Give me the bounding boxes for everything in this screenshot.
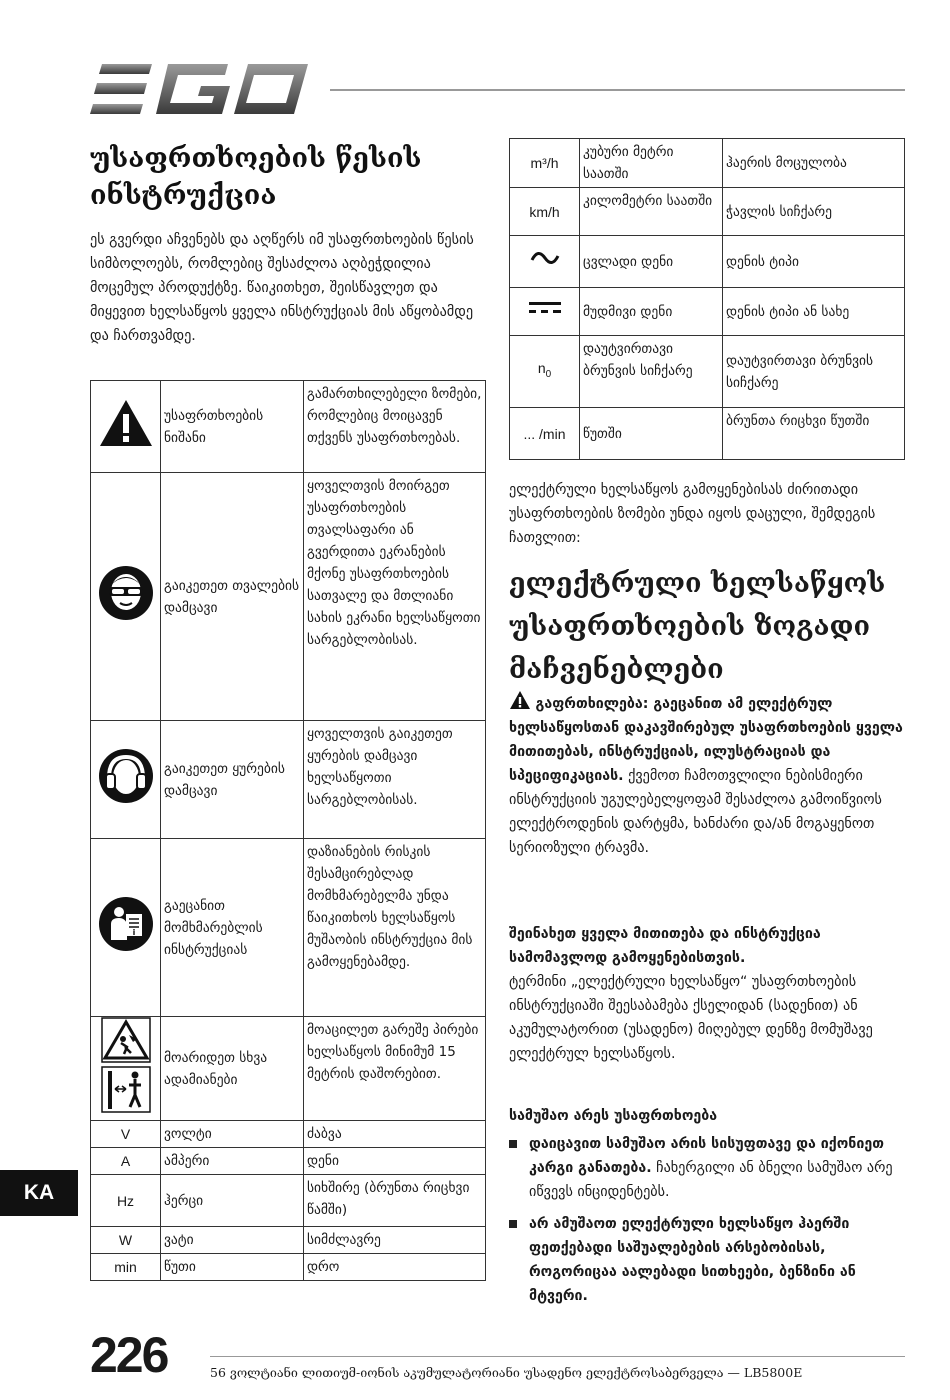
table-row xyxy=(510,188,905,236)
eye-protection-icon xyxy=(98,565,154,621)
table-cell: დაზიანების რისკის შესამცირებლად მომხმარებელმა უნდა წაიკითხოს ხელსაწყოს მუშაობის ინსტრუქცია მის გამოყენებამდე. xyxy=(304,839,486,1017)
table-cell xyxy=(91,381,161,473)
unit-symbol: A xyxy=(91,1148,161,1175)
table-cell: დენის ტიპი ან სახე xyxy=(723,288,905,336)
table-row xyxy=(91,1254,486,1281)
table-cell: ამპერი xyxy=(161,1148,304,1175)
table-cell: ვოლტი xyxy=(161,1121,304,1148)
table-cell: დაუტვირთავი ბრუნვის სიჩქარე xyxy=(723,336,905,408)
table-cell: გაიკეთეთ თვალების დამცავი xyxy=(161,473,304,721)
table-cell: კუბური მეტრი საათში xyxy=(580,139,723,188)
ego-logo xyxy=(90,62,310,116)
header-rule xyxy=(330,89,905,91)
unit-symbol-n: n xyxy=(537,360,546,377)
table-cell: ყოველთვის გაიკეთეთ ყურების დამცავი ხელსაწყოთი სარგებლობისას. xyxy=(304,721,486,839)
page-title: უსაფრთხოების წესის ინსტრუქცია xyxy=(90,143,422,211)
table-cell: გამართხილებელი ზომები, რომლებიც მოიცავენ თქვენს უსაფრთხოებას. xyxy=(304,381,486,473)
footer-rule xyxy=(210,1356,905,1357)
table-row xyxy=(510,236,905,288)
table-cell: ჭავლის სიჩქარე xyxy=(723,188,905,236)
table-row xyxy=(510,139,905,188)
language-tab: KA xyxy=(0,1170,78,1216)
table-cell: ძაბვა xyxy=(304,1121,486,1148)
warning-triangle-icon xyxy=(509,690,531,710)
unit-symbol: ... /min xyxy=(510,408,580,460)
intro-paragraph: ეს გვერდი აჩვენებს და აღწერს იმ უსაფრთხოების წესის სიმბოლოებს, რომლებიც შესაძლოა აღბეჭდილია მოცემულ პროდუქტზე. წაიკითხეთ, შეისწავლეთ და მიყევით ხელსაწყოს ყველა ინსტრუქციას მის აწყობამდე და ჩართვამდე. xyxy=(90,232,474,344)
keep-instructions-note: შეინახეთ ყველა მითითება და ინსტრუქცია სამომავლოდ გამოყენებისთვის. xyxy=(509,926,821,966)
table-cell: წუთში xyxy=(580,408,723,460)
term-definition-paragraph: ტერმინი „ელექტრული ხელსაწყო“ უსაფრთხოების ინსტრუქციაში შეესაბამება ქსელიდან (სადენით) ან აკუმულატორით (უსადენო) მიღებულ დენზე მომუშავე ელექტრულ ხელსაწყოს. xyxy=(509,974,873,1062)
bullet-marker xyxy=(509,1220,517,1228)
table-row xyxy=(91,1148,486,1175)
table-cell: ბრუნთა რიცხვი წუთში xyxy=(723,408,905,460)
bullet-bold-text: დაიცავით სამუშაო არის სისუფთავე და იქონიეთ კარგი განათება. xyxy=(529,1136,884,1176)
table-cell: დენის ტიპი xyxy=(723,236,905,288)
table-cell: კილომეტრი საათში xyxy=(580,188,723,236)
warning-triangle-icon xyxy=(98,398,154,448)
table-row xyxy=(510,408,905,460)
table-cell: ყოველთვის მოირგეთ უსაფრთხოების თვალსაფარი ან გვერდითა ეკრანების მქონე უსაფრთხოების სათვალე და მთლიანი სახის ეკრანი ხელსაწყოთი სარგებლობისას. xyxy=(304,473,486,721)
svg-text:i: i xyxy=(132,928,135,937)
table-cell xyxy=(91,721,161,839)
table-row xyxy=(510,336,905,408)
table-cell: მუდმივი დენი xyxy=(580,288,723,336)
table-row xyxy=(91,1121,486,1148)
table-cell xyxy=(510,236,580,288)
warning-bold-text: გაფრთხილება: გაეცანით ამ ელექტრულ ხელსაწყოსთან დაკავშირებულ უსაფრთხოების ყველა მითითებას, ინსტრუქციას, ილუსტრაციას და სპეციფიკაციას. xyxy=(509,696,903,784)
unit-symbol: Hz xyxy=(91,1175,161,1227)
table-row xyxy=(91,1227,486,1254)
table-cell: დენი xyxy=(304,1148,486,1175)
table-cell xyxy=(91,839,161,1017)
unit-symbol: V xyxy=(91,1121,161,1148)
table-row xyxy=(91,473,486,721)
bullet-marker xyxy=(509,1140,517,1148)
read-manual-icon xyxy=(98,896,154,952)
table-cell: გაეცანით მომხმარებლის ინსტრუქციას xyxy=(161,839,304,1017)
ear-protection-icon xyxy=(98,748,154,804)
unit-symbol: m³/h xyxy=(510,139,580,188)
work-area-heading: სამუშაო არეს უსაფრთხოება xyxy=(509,1108,718,1124)
table-cell: დრო xyxy=(304,1254,486,1281)
table-row xyxy=(91,721,486,839)
units-table xyxy=(509,138,905,460)
table-cell: ვატი xyxy=(161,1227,304,1254)
unit-symbol xyxy=(510,336,580,408)
table-cell: ცვლადი დენი xyxy=(580,236,723,288)
table-cell: ჰერცი xyxy=(161,1175,304,1227)
table-cell xyxy=(91,1017,161,1121)
bullet-text: ჩახერგილი ან ბნელი სამუშაო არე იწვევს ინციდენტებს. xyxy=(529,1160,893,1200)
table-cell: სიმძლავრე xyxy=(304,1227,486,1254)
alternating-current-icon xyxy=(530,248,560,268)
table-cell: მოარიდეთ სხვა ადამიანები xyxy=(161,1017,304,1121)
unit-symbol: min xyxy=(91,1254,161,1281)
direct-current-icon xyxy=(528,300,562,316)
list-item xyxy=(509,1132,904,1204)
table-cell: დაუტვირთავი ბრუნვის სიჩქარე xyxy=(580,336,723,408)
unit-symbol: km/h xyxy=(510,188,580,236)
table-cell: გაიკეთეთ ყურების დამცავი xyxy=(161,721,304,839)
table-row xyxy=(91,1017,486,1121)
table-row xyxy=(510,288,905,336)
table-row xyxy=(91,1175,486,1227)
table-cell xyxy=(510,288,580,336)
table-row xyxy=(91,839,486,1017)
table-cell: წუთი xyxy=(161,1254,304,1281)
bullet-bold-text: არ ამუშაოთ ელექტრული ხელსაწყო ჰაერში ფეთქებადი საშუალებების არსებობისას, როგორიცაა აალებადი სითხეები, ბენზინი ან მტვერი. xyxy=(529,1216,856,1304)
page-number: 226 xyxy=(90,1327,168,1383)
table-row xyxy=(91,381,486,473)
table-cell: ჰაერის მოცულობა xyxy=(723,139,905,188)
table-cell xyxy=(91,473,161,721)
unit-symbol: W xyxy=(91,1227,161,1254)
table-cell: სიხშირე (ბრუნთა რიცხვი წამში) xyxy=(304,1175,486,1227)
table-cell: მოაცილეთ გარეშე პირები ხელსაწყოს მინიმუმ 15 მეტრის დაშორებით. xyxy=(304,1017,486,1121)
safety-symbols-table xyxy=(90,380,486,1281)
section-title: ელექტრული ხელსაწყოს უსაფრთხოების ზოგადი მაჩვენებლები xyxy=(509,568,886,685)
warning-paragraph xyxy=(509,690,904,860)
footer-text: 56 ვოლტიანი ლითიუმ-იონის აკუმულატორიანი უსადენო ელექტროსაბერველა — LB5800E xyxy=(210,1365,803,1380)
unit-subscript: 0 xyxy=(545,368,552,380)
keep-bystanders-away-icon xyxy=(101,1017,151,1113)
general-measures-paragraph: ელექტრული ხელსაწყოს გამოყენებისას ძირითადი უსაფრთხოების ზომები უნდა იყოს დაცული, შემდეგის ჩათვლით: xyxy=(509,482,876,546)
table-cell: უსაფრთხოების ნიშანი xyxy=(161,381,304,473)
warning-text: ქვემოთ ჩამოთვლილი ნებისმიერი ინსტრუქციის უგულებელყოფამ შესაძლოა გამოიწვიოს ელექტროდენის დარტყმა, ხანძარი და/ან მოგაყენოთ სერიოზული ტრავმა. xyxy=(509,768,882,856)
list-item xyxy=(509,1212,904,1308)
